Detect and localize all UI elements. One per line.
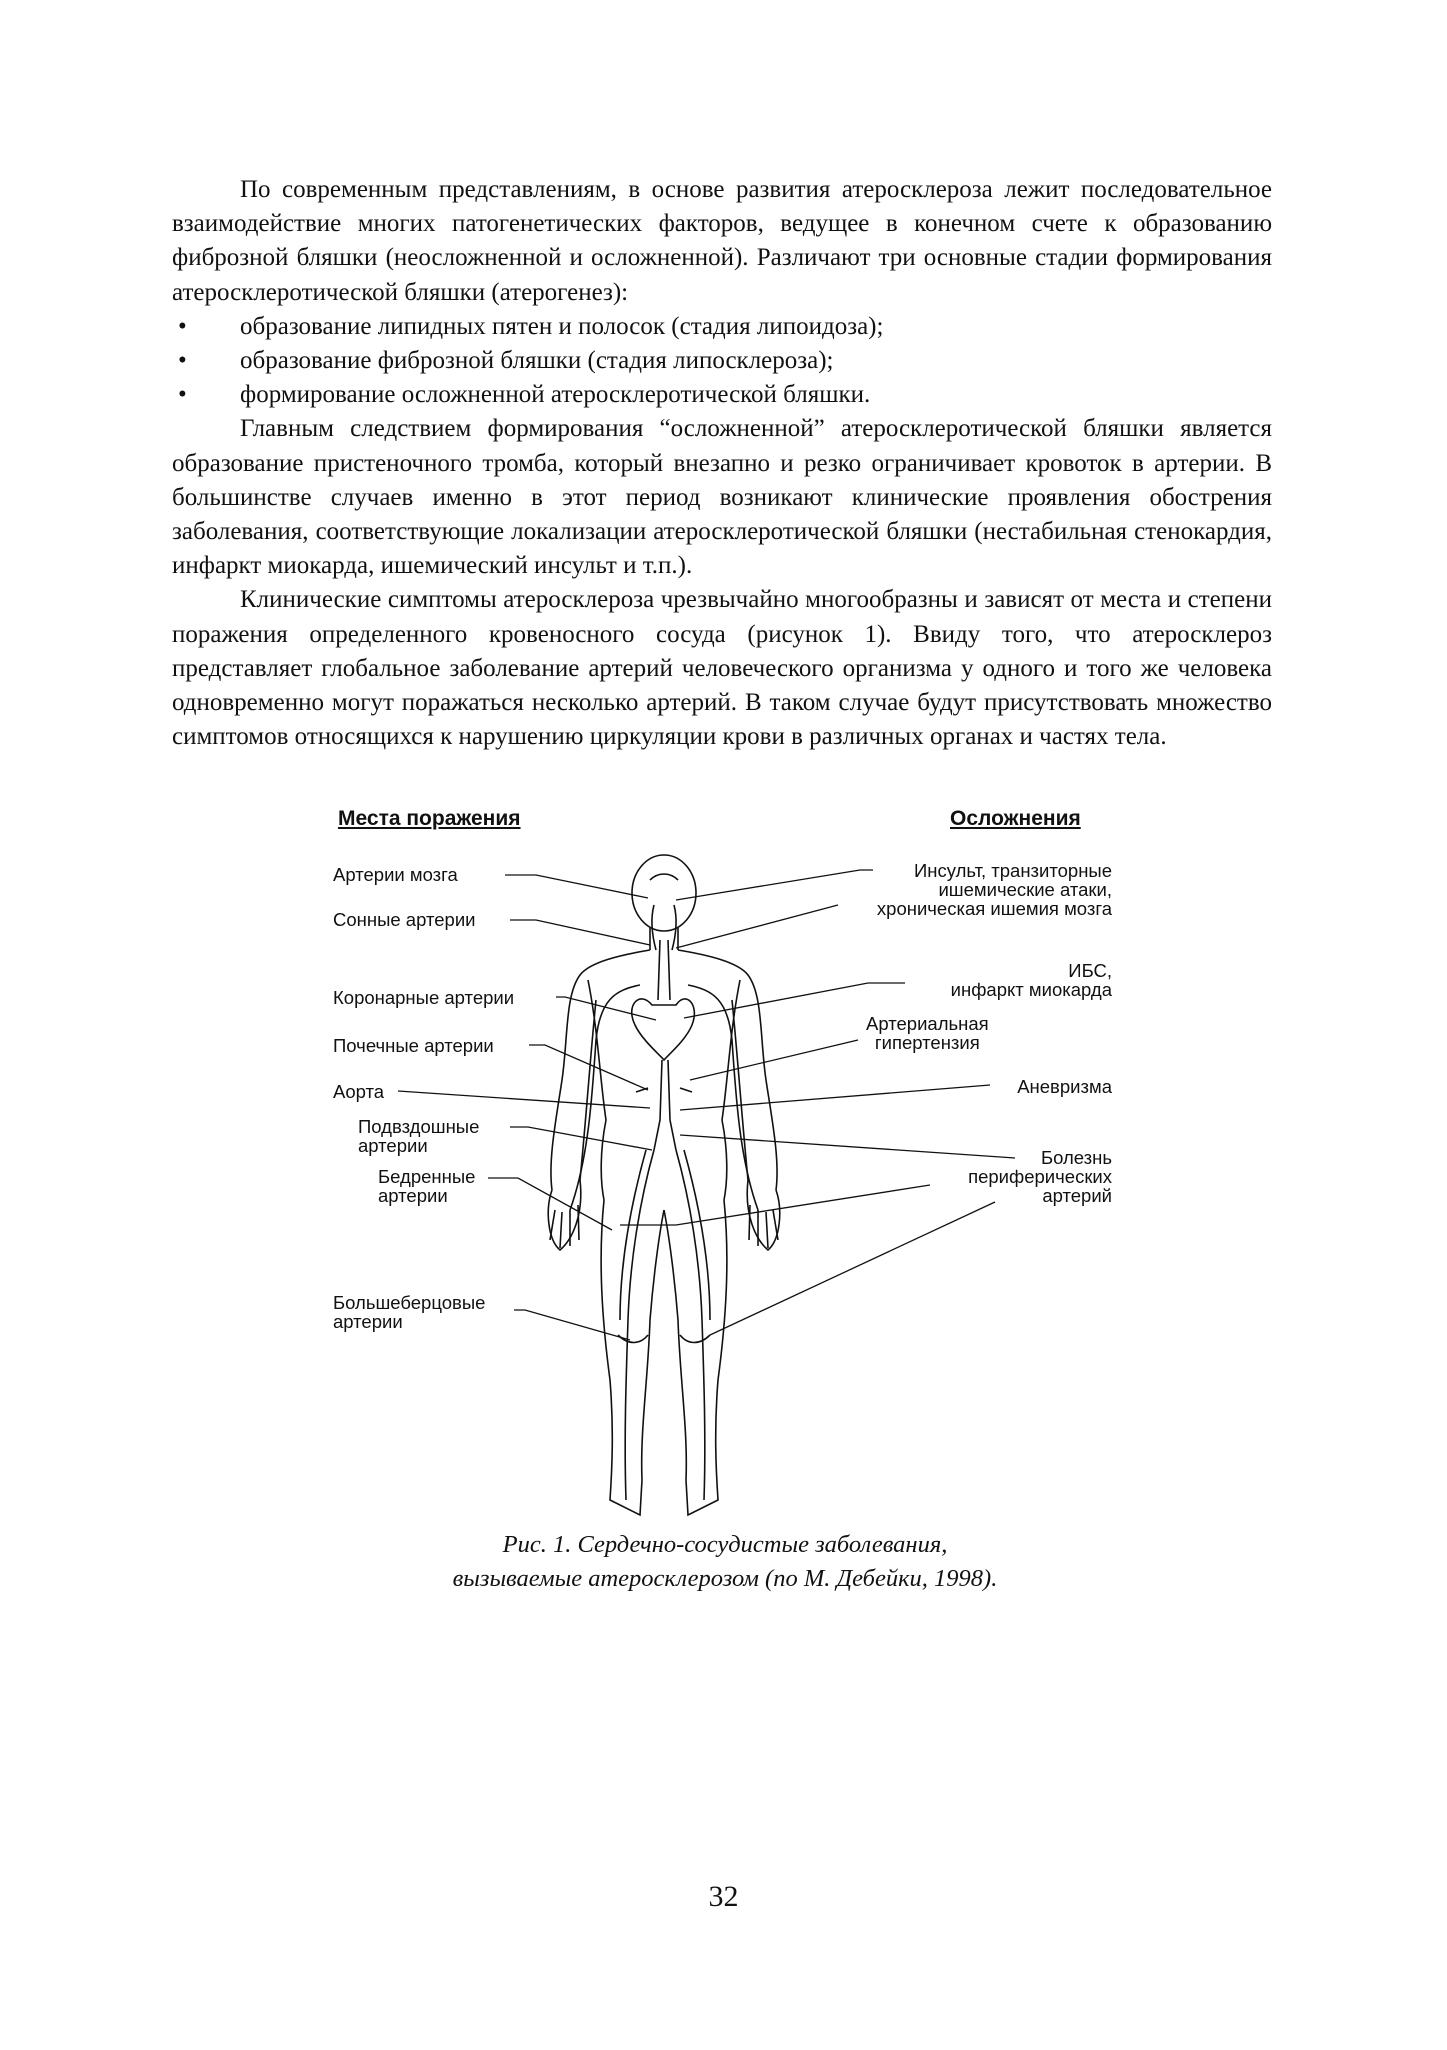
label-femoral-arteries: Бедренные артерии — [378, 1166, 476, 1206]
bullet-icon: • — [178, 347, 187, 375]
stages-list — [172, 310, 1272, 413]
label-ihd: ИБС, инфаркт миокарда — [950, 960, 1112, 1000]
list-item — [172, 378, 1272, 412]
figure-caption — [300, 1528, 1150, 1596]
page-number: 32 — [708, 1880, 739, 1913]
left-heading: Места поражения — [338, 807, 521, 830]
label-renal-arteries: Почечные артерии — [333, 1035, 494, 1056]
label-brain-arteries: Артерии мозга — [333, 864, 458, 885]
list-item — [172, 310, 1272, 344]
label-hypertension: Артериальная гипертензия — [866, 1013, 989, 1053]
paragraph-intro: По современным представлениям, в основе развития атеросклероза лежит последовательное взаимодействие многих патогенетических факторов, ведущее в конечном счете к образованию фиброзной бляшки (неосложненной и осложненной). Различают три основные стадии формирования атеросклеротической бляшки (атерогенез): — [172, 176, 1272, 306]
list-item — [172, 344, 1272, 378]
label-peripheral-disease: Болезнь периферических артерий — [968, 1147, 1112, 1206]
caption-line-2: вызываемые атеросклерозом (по М. Дебейки, 1998). — [452, 1565, 998, 1592]
caption-line-1: Рис. 1. Сердечно-сосудистые заболевания, — [502, 1531, 948, 1558]
right-heading: Осложнения — [950, 807, 1081, 830]
label-carotid-arteries: Сонные артерии — [333, 909, 476, 930]
body-text — [172, 173, 1272, 754]
label-coronary-arteries: Коронарные артерии — [333, 987, 515, 1008]
bullet-icon: • — [178, 312, 187, 340]
label-stroke: Инсульт, транзиторные ишемические атаки, хроническая ишемия мозга — [876, 860, 1112, 919]
paragraph-symptoms: Клинические симптомы атеросклероза чрезвычайно многообразны и зависят от места и степени поражения определенного кровеносного сосуда (рисунок 1). Ввиду того, что атеросклероз представляет глобальное заболевание артерий человеческого организма у одного и того же человека одновременно могут поражаться несколько артерий. В таком случае будут присутствовать множество симптомов относящихся к нарушению циркуляции крови в различных органах и частях тела. — [172, 586, 1272, 751]
paragraph-consequence: Главным следствием формирования “осложненной” атеросклеротической бляшки является образование пристеночного тромба, который внезапно и резко ограничивает кровоток в артерии. В большинстве случаев именно в этот период возникают клинические проявления обострения заболевания, соответствующие локализации атеросклеротической бляшки (нестабильная стенокардия, инфаркт миокарда, ишемический инсульт и т.п.). — [172, 415, 1272, 580]
bullet-icon: • — [178, 381, 187, 409]
label-iliac-arteries: Подвздошные артерии — [358, 1116, 480, 1156]
list-item-text: формирование осложненной атеросклеротической бляшки. — [240, 381, 871, 409]
list-item-text: образование липидных пятен и полосок (стадия липоидоза); — [240, 312, 884, 340]
list-item-text: образование фиброзной бляшки (стадия липосклероза); — [240, 347, 834, 375]
label-tibial-arteries: Большеберцовые артерии — [333, 1292, 486, 1332]
label-aorta: Аорта — [333, 1081, 385, 1102]
label-aneurysm: Аневризма — [1017, 1076, 1112, 1097]
